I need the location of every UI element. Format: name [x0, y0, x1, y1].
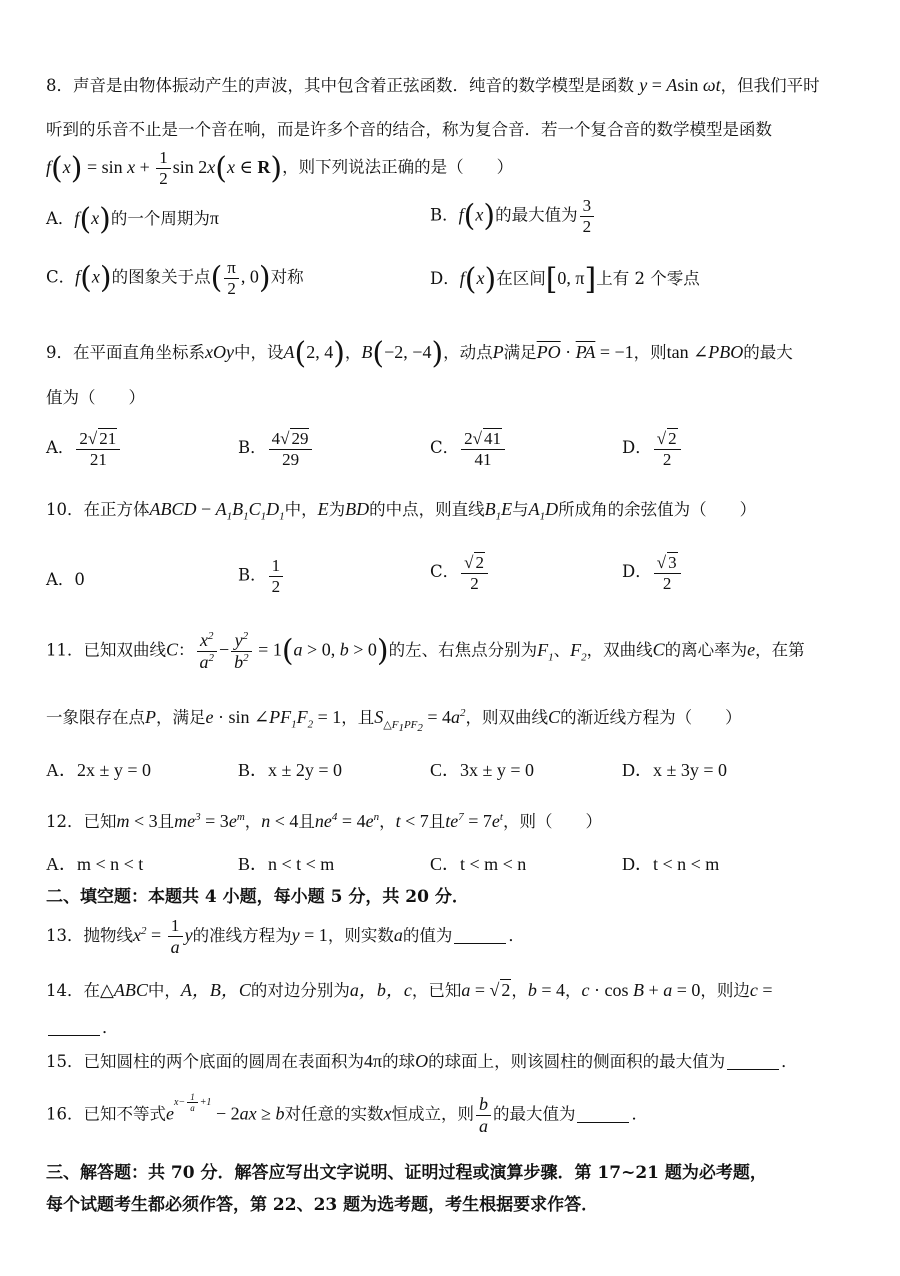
q8-line2: 听到的乐音不止是一个音在响，而是许多个音的结合，称为复合音．若一个复合音的数学模型是函数 — [46, 120, 772, 139]
q16-line: 16．已知不等式$e^{x- \frac{1}{a} +1} - 2ax \ge b$对任意的实数x恒成立，则 $\frac{b}{a}$ 的最大值为 ． — [46, 1092, 648, 1136]
q11-option-d[interactable]: D．x ± 3y = 0 — [622, 760, 728, 780]
q8-line1: 8．声音是由物体振动产生的声波，其中包含着正弦函数．纯音的数学模型是函数 y = Asin ωt，但我们平时 — [46, 75, 820, 95]
q16-answer-blank[interactable] — [577, 1121, 629, 1123]
q8-option-a[interactable]: A．f(x)的一个周期为π — [46, 202, 219, 237]
q12-option-a[interactable]: A．m < n < t — [46, 854, 144, 874]
q9-option-a[interactable]: A． $\frac{2√ 21}{21}$ — [46, 428, 122, 469]
q12-option-b[interactable]: B．n < t < m — [238, 854, 335, 874]
q8-option-b[interactable]: B．f(x)的最大值为 $\frac{3}{2}$ — [430, 196, 596, 236]
q11-line2: 一象限存在点P，满足$e \cdot \sin \angle PF_1F_2 = 1$，且$S_{\triangle F_1PF_2} = 4a^2$，则双曲线C的渐近线方程为（ ） — [46, 707, 742, 734]
q11-option-b[interactable]: B．x ± 2y = 0 — [238, 760, 343, 780]
section-3-heading-line1: 三、解答题：共 70 分．解答应写出文字说明、证明过程或演算步骤．第 17~21 题为必考题， — [46, 1163, 767, 1183]
q10-option-d[interactable]: D． $\frac{√ 3}{2}$ — [622, 552, 683, 593]
q14-answer-blank[interactable] — [48, 1034, 100, 1036]
q12-line1: 12．已知m < 3且$me^3 = 3e^m$，n < 4且$ne^4 = 4e^n$，t < 7且$te^7 = 7e^t$，则（ ） — [46, 811, 602, 831]
q10-option-b[interactable]: B． $\frac{1}{2}$ — [238, 556, 285, 596]
q8-compound-formula: f(x) = sin x + $\frac{1}{2}$ sin 2x(x ∈ R) — [46, 148, 283, 188]
q8-option-d[interactable]: D．f(x)在区间[0, π]上有 2 个零点 — [430, 262, 700, 297]
q9-option-b[interactable]: B． $\frac{4√ 29}{29}$ — [238, 428, 314, 469]
q11-line1: 11．已知双曲线C： $\frac{x^2}{a^2}$ − $\frac{y^2}{b^2}$ = 1(a > 0, b > 0)的左、右焦点分别为$F_1$、$F_2$，双曲线C的离心率为e，在第 — [46, 630, 805, 672]
q9-option-c[interactable]: C． $\frac{2√ 41}{41}$ — [430, 428, 507, 469]
section-3-heading-line2: 每个试题考生都必须作答，第 22、23 题为选考题，考生根据要求作答． — [46, 1195, 599, 1215]
q10-option-c[interactable]: C． $\frac{√ 2}{2}$ — [430, 552, 490, 593]
q9-option-d[interactable]: D． $\frac{√ 2}{2}$ — [622, 428, 683, 469]
q8-option-c[interactable]: C．f(x)的图象关于点( $\frac{\pi}{2}$ , 0)对称 — [46, 258, 304, 298]
q8-line3: f(x) = sin x + $\frac{1}{2}$ sin 2x(x ∈ R)，则下列说法正确的是（ ） — [46, 148, 514, 188]
q11-option-a[interactable]: A．2x ± y = 0 — [46, 760, 152, 780]
q12-option-c[interactable]: C．t < m < n — [430, 854, 527, 874]
q14-line2: ． — [46, 1014, 870, 1038]
q8-text: 8．声音是由物体振动产生的声波，其中包含着正弦函数．纯音的数学模型是函数 — [46, 76, 634, 95]
q13-line: 13．抛物线$x^2$ = $\frac{1}{a}$ y的准线方程为y = 1，则实数a的值为 ． — [46, 916, 525, 957]
q12-option-d[interactable]: D．t < n < m — [622, 854, 720, 874]
section-2-heading: 二、填空题：本题共 4 小题，每小题 5 分，共 20 分． — [46, 887, 469, 907]
q11-option-c[interactable]: C．3x ± y = 0 — [430, 760, 535, 780]
q15-answer-blank[interactable] — [727, 1068, 779, 1070]
q13-answer-blank[interactable] — [454, 942, 506, 944]
q8-pure-tone-formula: y — [639, 75, 648, 95]
q10-line1: 10．在正方体ABCD − $A_1B_1C_1D_1$中，E为BD的中点，则直线$B_1E$与$A_1D$所成角的余弦值为（ ） — [46, 499, 757, 523]
q15-line: 15．已知圆柱的两个底面的圆周在表面积为4π的球O的球面上，则该圆柱的侧面积的最大值为 ． — [46, 1051, 798, 1071]
q10-option-a[interactable]: A．0 — [46, 570, 85, 589]
q9-line2: 值为（ ） — [46, 388, 145, 407]
q14-line1: 14．在△ABC中，A，B，C的对边分别为a，b，c，已知a = √ 2，b = 4，c · cos B + a = 0，则边c = — [46, 980, 773, 1000]
q9-line1: 9．在平面直角坐标系xOy中，设A(2, 4)，B(−2, −4)，动点P满足$\overline{PO} \cdot \overline{PA} = -1$，则tan ∠PBO的最大 — [46, 336, 793, 371]
